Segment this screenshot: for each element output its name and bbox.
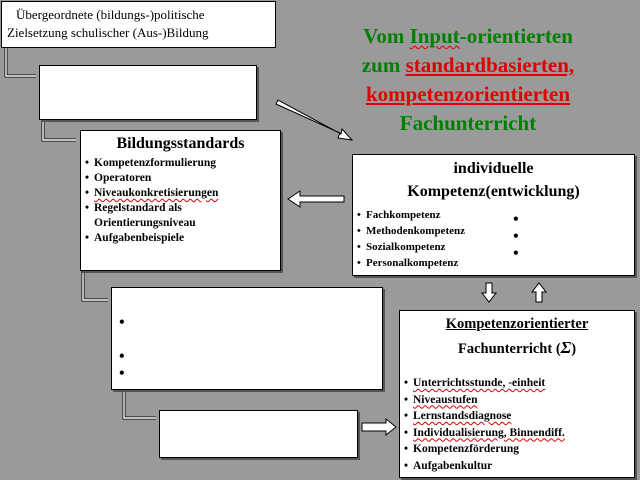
list-item: • Aufgabenbeispiele <box>85 231 275 246</box>
list-item: • Operatoren <box>85 171 275 186</box>
empty-box-3 <box>159 410 358 458</box>
list-item: • Unterrichtsstunde, -einheit <box>404 375 632 392</box>
title-line2-b: standardbasierten, <box>405 53 575 77</box>
bildungsstandards-heading: Bildungsstandards <box>116 135 245 152</box>
top-goal-line2: Zielsetzung schulischer (Aus-)Bildung <box>7 25 209 40</box>
title-line2-a: zum <box>361 53 406 77</box>
arrow-left-icon <box>288 191 344 207</box>
diagram-title <box>318 22 618 138</box>
bullet-icon: • <box>118 366 126 380</box>
list-item: • Kompetenzförderung <box>404 441 632 458</box>
bullet-icon: • <box>512 229 520 243</box>
list-item: • Personalkompetenz <box>357 255 507 271</box>
list-item: • Methodenkompetenz <box>357 223 507 239</box>
list-item: • Lernstandsdiagnose <box>404 408 632 425</box>
bullet-icon: • <box>118 349 126 363</box>
title-line1-c: -orientierten <box>459 24 573 48</box>
fachunterricht-heading-2: Fachunterricht (Σ) <box>457 338 577 357</box>
empty-box-1 <box>39 65 257 120</box>
bullet-icon: • <box>512 212 520 226</box>
list-item: • Niveaustufen <box>404 392 632 409</box>
kompetenz-box <box>352 154 635 276</box>
fachunterricht-list <box>404 375 632 474</box>
list-item: • Regelstandard als Orientierungsniveau <box>85 201 244 231</box>
list-item: • Aufgabenkultur <box>404 458 632 475</box>
list-item: • Niveaukonkretisierungen <box>85 186 275 201</box>
empty-box-2 <box>111 287 383 390</box>
sigma-symbol: Σ <box>560 338 572 357</box>
list-item: • Kompetenzformulierung <box>85 156 275 171</box>
bildungsstandards-box <box>80 130 281 271</box>
arrow-down-icon <box>482 283 496 302</box>
bildungsstandards-list <box>85 156 275 246</box>
list-item: • Individualisierung, Binnendiff. <box>404 425 632 442</box>
bullet-icon: • <box>512 246 520 260</box>
top-goal-line1: Übergeordnete (bildungs-)politische <box>16 7 205 22</box>
fachunterricht-box <box>399 310 635 478</box>
bullet-icon: • <box>118 315 126 329</box>
arrow-up-icon <box>532 283 546 302</box>
list-item: • Sozialkompetenz <box>357 239 507 255</box>
title-line3: kompetenzorientierten <box>365 82 571 106</box>
list-item: • Fachkompetenz <box>357 207 507 223</box>
top-goal-box <box>1 1 276 48</box>
title-line4: Fachunterricht <box>399 111 537 135</box>
kompetenz-list <box>357 207 507 271</box>
title-line1-b: Input <box>409 24 460 48</box>
title-line1-a: Vom <box>363 24 410 48</box>
fachunterricht-heading-1: Kompetenzorientierter <box>445 316 589 332</box>
kompetenz-heading-1: individuelle <box>453 160 534 177</box>
kompetenz-heading-2: Kompetenz(entwicklung) <box>407 183 580 200</box>
arrow-right-icon <box>362 419 396 435</box>
